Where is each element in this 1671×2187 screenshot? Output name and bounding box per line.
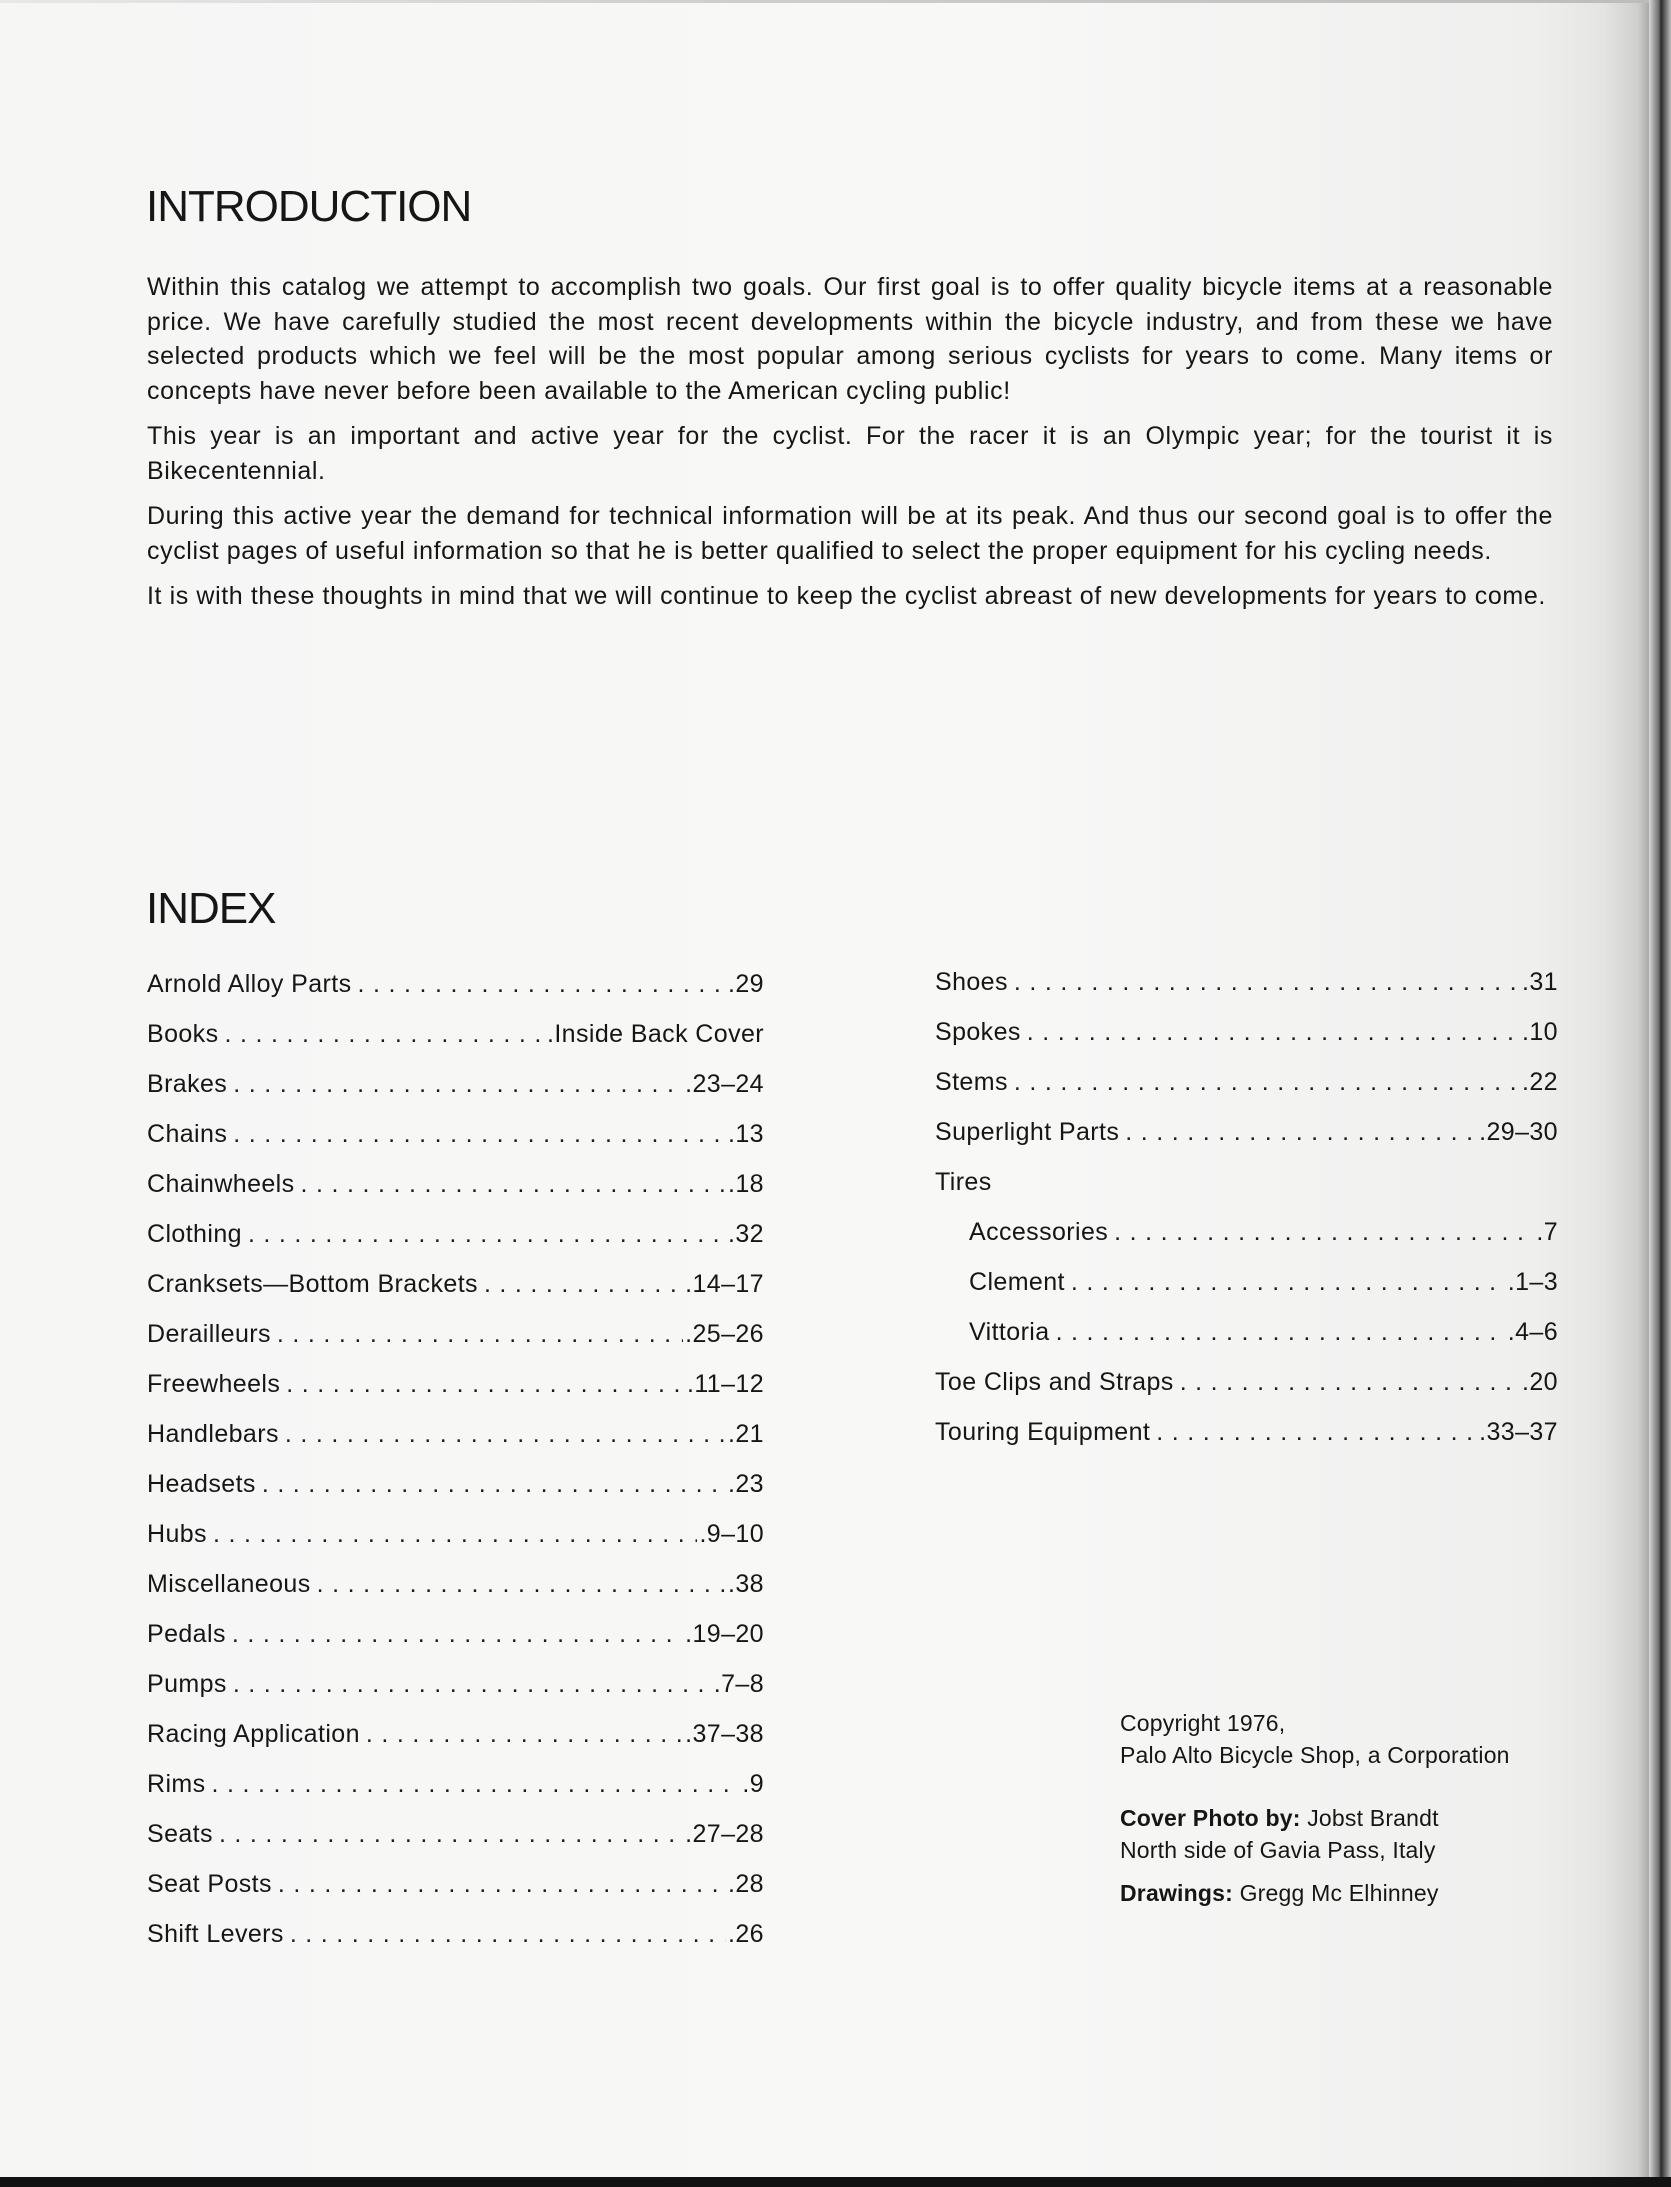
index-entry-page: .18 xyxy=(728,1170,764,1198)
index-entry xyxy=(147,1020,764,1070)
dot-leader xyxy=(301,1170,726,1199)
index-entry xyxy=(935,1218,1558,1268)
index-entry-page: .23 xyxy=(728,1470,764,1498)
index-entry-page: .29 xyxy=(728,970,764,998)
dot-leader xyxy=(1114,1218,1534,1247)
index-heading: INDEX xyxy=(146,884,276,933)
index-entry-label: Chainwheels xyxy=(147,1170,295,1198)
index-entry xyxy=(147,1870,764,1920)
index-entry xyxy=(147,1470,764,1520)
dot-leader xyxy=(277,1320,683,1349)
dot-leader xyxy=(285,1420,726,1449)
index-entry-label: Books xyxy=(147,1020,219,1048)
dot-leader xyxy=(233,1070,683,1099)
index-entry-label: Toe Clips and Straps xyxy=(935,1368,1174,1396)
dot-leader xyxy=(233,1120,726,1149)
dot-leader xyxy=(1125,1118,1477,1147)
cover-photo-name: Jobst Brandt xyxy=(1307,1805,1439,1831)
index-entry-label: Accessories xyxy=(969,1218,1109,1246)
index-entry xyxy=(147,1370,764,1420)
dot-leader xyxy=(1014,1068,1520,1097)
index-entry xyxy=(935,968,1558,1018)
dot-leader xyxy=(317,1570,726,1599)
index-entry xyxy=(147,970,764,1020)
dot-leader xyxy=(366,1720,683,1749)
index-entry-label: Miscellaneous xyxy=(147,1570,311,1598)
index-entry xyxy=(147,1220,764,1270)
index-entry-page: .11–12 xyxy=(686,1370,764,1398)
intro-paragraph: Within this catalog we attempt to accomplish two goals. Our first goal is to offer quality bicycle items at a reasonable price. We have carefully studied the most recent developments within the bicycle industry, and from these we have selected products which we feel will be the most popular among serious cyclists for years to come. Many items or concepts have never before been available to the American cycling public! xyxy=(147,273,1553,405)
index-entry-label: Stems xyxy=(935,1068,1008,1096)
dot-leader xyxy=(1180,1368,1520,1397)
index-entry-page: .26 xyxy=(728,1920,764,1948)
index-entry-label: Spokes xyxy=(935,1018,1021,1046)
dot-leader xyxy=(219,1820,683,1849)
dot-leader xyxy=(212,1770,741,1799)
index-entry-page: .27–28 xyxy=(685,1820,764,1848)
index-entry xyxy=(935,1018,1558,1068)
dot-leader xyxy=(358,970,727,999)
index-entry-page: .23–24 xyxy=(685,1070,764,1098)
page-bottom-edge xyxy=(0,2177,1671,2187)
index-entry xyxy=(935,1068,1558,1118)
index-entry-label: Clement xyxy=(969,1268,1065,1296)
index-entry xyxy=(935,1268,1558,1318)
index-entry-page: .7–8 xyxy=(713,1670,764,1698)
drawings-label: Drawings: xyxy=(1120,1880,1233,1906)
index-entry-label: Touring Equipment xyxy=(935,1418,1151,1446)
dot-leader xyxy=(286,1370,685,1399)
index-entry xyxy=(147,1320,764,1370)
dot-leader xyxy=(278,1870,726,1899)
index-entry xyxy=(147,1170,764,1220)
index-entry xyxy=(935,1368,1558,1418)
index-entry-label: Freewheels xyxy=(147,1370,281,1398)
dot-leader xyxy=(1156,1418,1477,1447)
index-entry-page: .20 xyxy=(1522,1368,1558,1396)
index-entry-label: Brakes xyxy=(147,1070,228,1098)
dot-leader xyxy=(232,1620,683,1649)
index-entry-page: .4–6 xyxy=(1507,1318,1558,1346)
index-entry-label: Seats xyxy=(147,1820,213,1848)
index-entry-label: Hubs xyxy=(147,1520,207,1548)
index-entry-label: Arnold Alloy Parts xyxy=(147,970,352,998)
index-entry-label: Superlight Parts xyxy=(935,1118,1120,1146)
index-entry xyxy=(147,1420,764,1470)
index-entry xyxy=(147,1270,764,1320)
index-entry xyxy=(147,1720,764,1770)
dot-leader xyxy=(484,1270,683,1299)
index-entry-label: Shift Levers xyxy=(147,1920,284,1948)
index-entry xyxy=(935,1418,1558,1468)
index-entry-label: Cranksets—Bottom Brackets xyxy=(147,1270,478,1298)
index-entry xyxy=(935,1318,1558,1368)
cover-photo-credit xyxy=(1120,1802,1580,1866)
index-entry-page: .22 xyxy=(1522,1068,1558,1096)
dot-leader xyxy=(224,1020,545,1049)
index-entry xyxy=(935,1118,1558,1168)
page-binding-edge xyxy=(1649,0,1671,2187)
index-entry xyxy=(147,1620,764,1670)
index-entry-label: Derailleurs xyxy=(147,1320,271,1348)
copyright-year: Copyright 1976, xyxy=(1120,1710,1286,1736)
introduction-heading: INTRODUCTION xyxy=(146,182,472,231)
index-entry-label: Vittoria xyxy=(969,1318,1050,1346)
index-entry-page: .31 xyxy=(1522,968,1558,996)
dot-leader xyxy=(1014,968,1520,997)
index-entry-label: Rims xyxy=(147,1770,206,1798)
index-entry-page: .37–38 xyxy=(685,1720,764,1748)
dot-leader xyxy=(248,1220,726,1249)
index-entry-label: Headsets xyxy=(147,1470,256,1498)
index-entry xyxy=(147,1920,764,1970)
dot-leader xyxy=(262,1470,726,1499)
index-entry xyxy=(147,1570,764,1620)
index-entry-label: Shoes xyxy=(935,968,1008,996)
index-entry-label: Tires xyxy=(935,1168,992,1196)
page-top-edge xyxy=(0,0,1671,3)
dot-leader xyxy=(1071,1268,1506,1297)
index-entry-page: .7 xyxy=(1536,1218,1558,1246)
index-entry-label: Pumps xyxy=(147,1670,227,1698)
dot-leader xyxy=(1027,1018,1520,1047)
index-entry-label: Chains xyxy=(147,1120,228,1148)
index-right-column xyxy=(935,968,1558,1468)
introduction-body xyxy=(147,270,1553,625)
index-entry xyxy=(147,1520,764,1570)
index-entry-page: .Inside Back Cover xyxy=(546,1020,764,1048)
index-entry-page: .9 xyxy=(742,1770,764,1798)
index-left-column xyxy=(147,970,764,1970)
index-entry-label: Seat Posts xyxy=(147,1870,272,1898)
index-entry xyxy=(935,1168,1558,1218)
index-entry xyxy=(147,1670,764,1720)
index-entry-page: .32 xyxy=(728,1220,764,1248)
dot-leader xyxy=(290,1920,726,1949)
intro-paragraph: During this active year the demand for technical information will be at its peak. And thus our second goal is to offer the cyclist pages of useful information so that he is better qualified to select the proper equipment for his cycling needs. xyxy=(147,502,1553,565)
index-entry-page: .19–20 xyxy=(685,1620,764,1648)
copyright-notice xyxy=(1120,1707,1580,1771)
dot-leader xyxy=(213,1520,697,1549)
drawings-name: Gregg Mc Elhinney xyxy=(1239,1880,1439,1906)
index-entry-page: .21 xyxy=(728,1420,764,1448)
index-entry-page: .38 xyxy=(728,1570,764,1598)
index-entry-page: .10 xyxy=(1522,1018,1558,1046)
cover-photo-label: Cover Photo by: xyxy=(1120,1805,1301,1831)
index-entry-label: Handlebars xyxy=(147,1420,279,1448)
index-entry xyxy=(147,1770,764,1820)
dot-leader xyxy=(1056,1318,1506,1347)
index-entry-label: Racing Application xyxy=(147,1720,360,1748)
drawings-credit xyxy=(1120,1877,1580,1909)
index-entry-page: .33–37 xyxy=(1479,1418,1558,1446)
index-entry-page: .1–3 xyxy=(1507,1268,1558,1296)
dot-leader xyxy=(233,1670,712,1699)
index-entry-label: Clothing xyxy=(147,1220,242,1248)
index-entry-page: .25–26 xyxy=(685,1320,764,1348)
index-entry-page: .14–17 xyxy=(685,1270,764,1298)
index-entry-page: .9–10 xyxy=(699,1520,764,1548)
index-entry-page: .29–30 xyxy=(1479,1118,1558,1146)
index-entry-page: .13 xyxy=(728,1120,764,1148)
intro-paragraph: It is with these thoughts in mind that we will continue to keep the cyclist abreast of new developments for years to come. xyxy=(147,582,1546,610)
copyright-holder: Palo Alto Bicycle Shop, a Corporation xyxy=(1120,1742,1510,1768)
credits-block xyxy=(1120,1707,1580,1940)
cover-photo-location: North side of Gavia Pass, Italy xyxy=(1120,1837,1436,1863)
intro-paragraph: This year is an important and active year for the cyclist. For the racer it is an Olympic year; for the tourist it is Bikecentennial. xyxy=(147,422,1553,485)
index-entry xyxy=(147,1070,764,1120)
index-entry xyxy=(147,1120,764,1170)
index-entry xyxy=(147,1820,764,1870)
index-entry-page: .28 xyxy=(728,1870,764,1898)
index-entry-label: Pedals xyxy=(147,1620,226,1648)
